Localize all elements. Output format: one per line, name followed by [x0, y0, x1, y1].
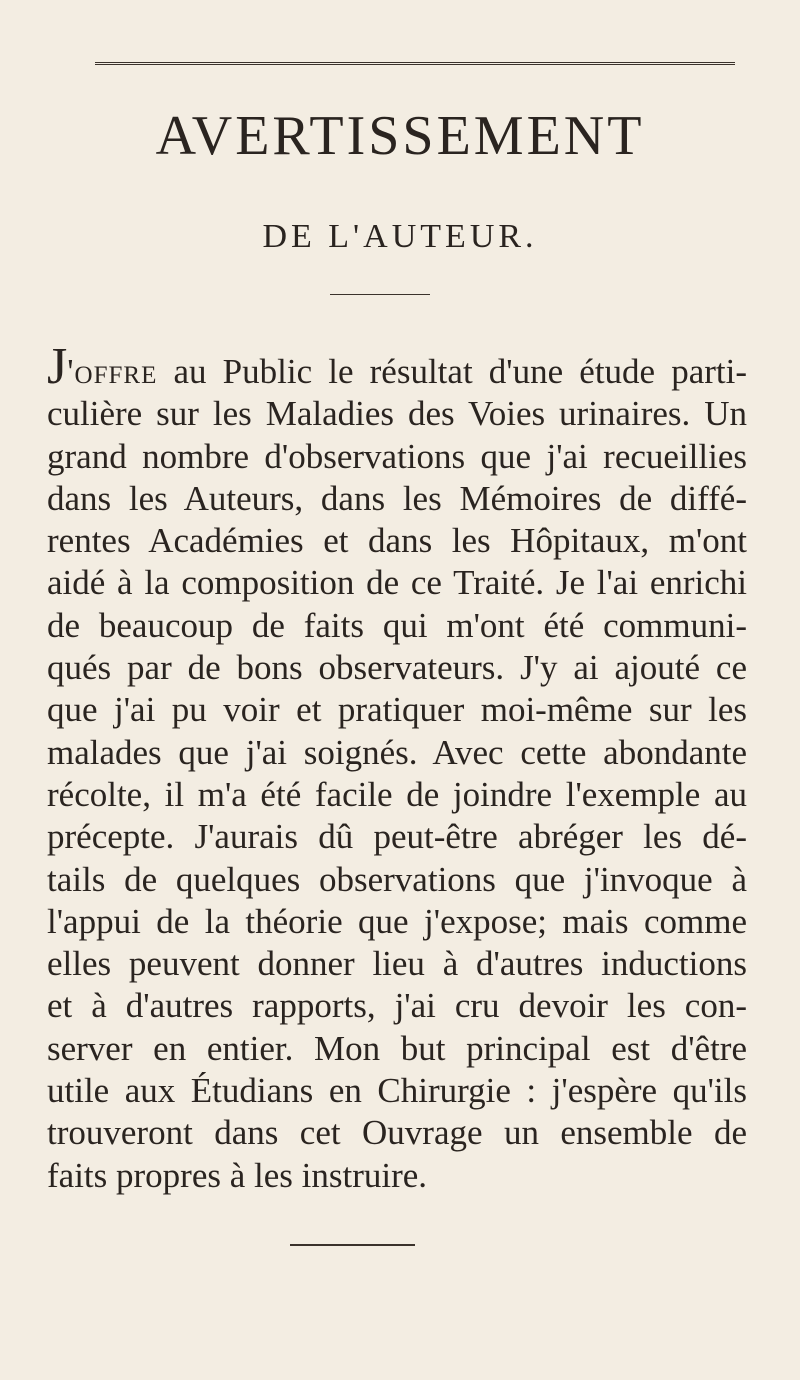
paragraph-line: précepte. J'aurais dû peut-être abréger les dé-	[47, 817, 747, 857]
paragraph-line: aidé à la composition de ce Traité. Je l'ai enrichi	[47, 563, 747, 603]
page-subtitle: DE L'AUTEUR.	[262, 218, 538, 255]
preface-paragraph	[47, 338, 747, 1197]
first-word-smallcaps: 'offre	[67, 352, 158, 391]
paragraph-line: culière sur les Maladies des Voies urinaires. Un	[47, 394, 747, 434]
paragraph-line: que j'ai pu voir et pratiquer moi-même sur les	[47, 690, 747, 730]
paragraph-line: dans les Auteurs, dans les Mémoires de diffé-	[47, 478, 747, 518]
paragraph-line: tails de quelques observations que j'invoque à	[47, 859, 747, 899]
closing-rule	[290, 1244, 415, 1246]
paragraph-line	[47, 338, 747, 395]
paragraph-line: qués par de bons observateurs. J'y ai ajouté ce	[47, 648, 747, 688]
title-divider	[330, 294, 430, 295]
top-double-rule	[95, 62, 735, 65]
paragraph-line: faits propres à les instruire.	[47, 1155, 428, 1195]
paragraph-line: malades que j'ai soignés. Avec cette abondante	[47, 732, 747, 772]
paragraph-line: elles peuvent donner lieu à d'autres inductions	[47, 944, 747, 984]
paragraph-line: l'appui de la théorie que j'expose; mais comme	[47, 901, 747, 941]
paragraph-line: server en entier. Mon but principal est d'être	[47, 1028, 747, 1068]
paragraph-line: de beaucoup de faits qui m'ont été communi-	[47, 605, 747, 645]
paragraph-line: grand nombre d'observations que j'ai recueillies	[47, 436, 747, 476]
page-title: AVERTISSEMENT	[155, 105, 645, 167]
paragraph-line: trouveront dans cet Ouvrage un ensemble de	[47, 1113, 747, 1153]
paragraph-line: rentes Académies et dans les Hôpitaux, m'ont	[47, 521, 747, 561]
paragraph-line: récolte, il m'a été facile de joindre l'exemple au	[47, 774, 747, 814]
drop-letter: J	[47, 338, 68, 395]
paragraph-line: utile aux Étudians en Chirurgie : j'espère qu'ils	[47, 1071, 747, 1111]
first-line-text: au Public le résultat d'une étude parti-	[157, 352, 747, 391]
paragraph-line: et à d'autres rapports, j'ai cru devoir les con-	[47, 986, 747, 1026]
